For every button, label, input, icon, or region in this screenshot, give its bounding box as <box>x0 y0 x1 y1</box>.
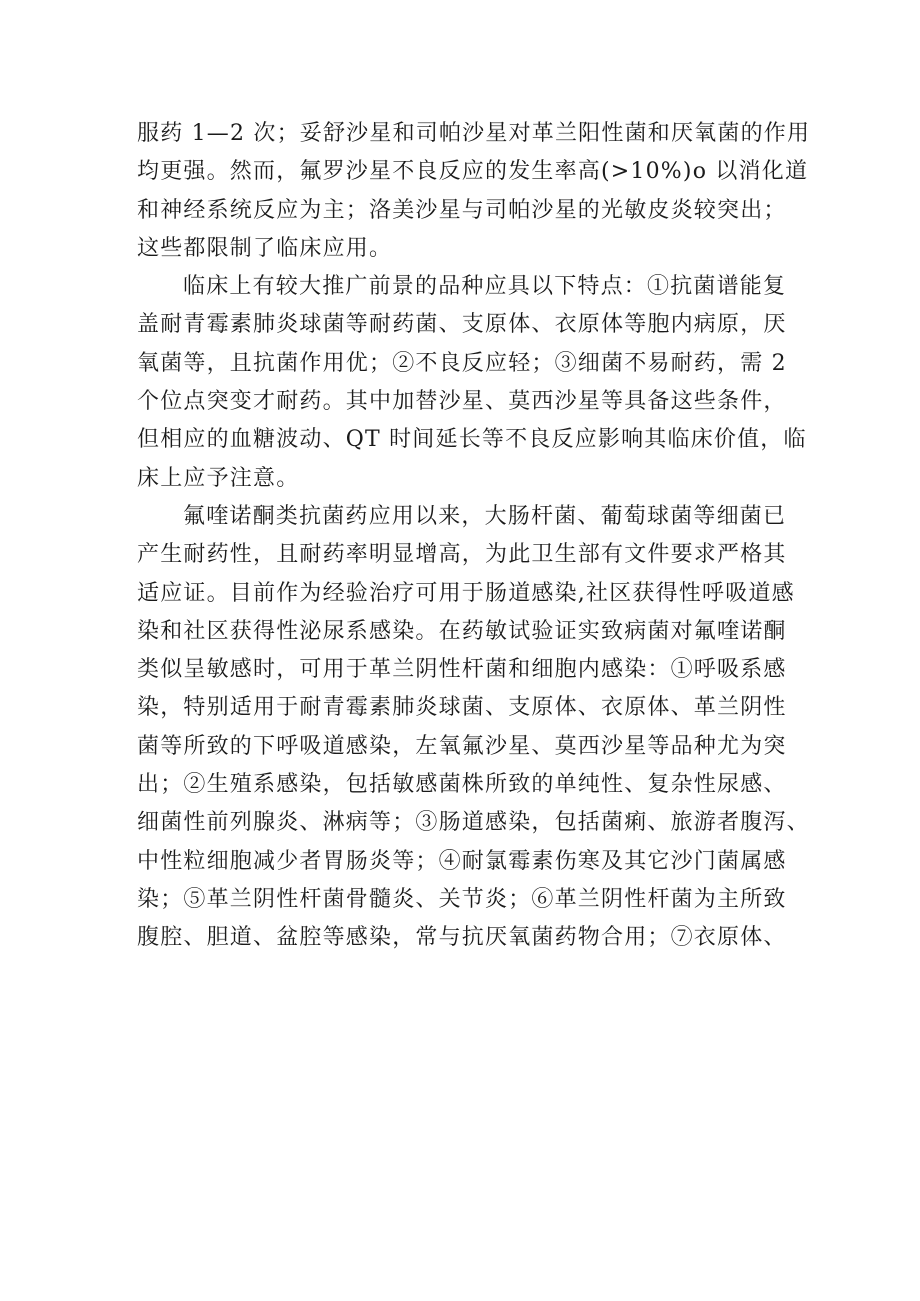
text-line: 腹腔、胆道、盆腔等感染，常与抗厌氧菌药物合用；⑦衣原体、 <box>137 925 787 951</box>
text-line: 中性粒细胞减少者胃肠炎等；④耐氯霉素伤寒及其它沙门菌属感 <box>137 848 787 874</box>
paragraph <box>137 498 810 958</box>
text-line: 但相应的血糖波动、QT 时间延长等不良反应影响其临床价值，临 <box>137 427 807 453</box>
text-line: 出；②生殖系感染，包括敏感菌株所致的单纯性、复杂性尿感、 <box>137 772 787 798</box>
body-text <box>137 115 811 958</box>
text-line: 产生耐药性，且耐药率明显增高，为此卫生部有文件要求严格其 <box>137 542 787 568</box>
paragraph <box>137 115 811 268</box>
text-line: 染，特别适用于耐青霉素肺炎球菌、支原体、衣原体、革兰阴性 <box>137 695 787 721</box>
text-line: 和神经系统反应为主；洛美沙星与司帕沙星的光敏皮炎较突出； <box>137 197 787 223</box>
text-line: 适应证。目前作为经验治疗可用于肠道感染,社区获得性呼吸道感 <box>137 580 795 606</box>
text-line: 菌等所致的下呼吸道感染，左氧氟沙星、莫西沙星等品种尤为突 <box>137 733 787 759</box>
text-line: 氟喹诺酮类抗菌药应用以来，大肠杆菌、葡萄球菌等细菌已 <box>183 503 787 529</box>
text-line: 这些都限制了临床应用。 <box>137 235 393 261</box>
text-line: 个位点突变才耐药。其中加替沙星、莫西沙星等具备这些条件， <box>137 389 787 415</box>
text-line: 染；⑤革兰阴性杆菌骨髓炎、关节炎；⑥革兰阴性杆菌为主所致 <box>137 886 787 912</box>
text-line: 类似呈敏感时，可用于革兰阴性杆菌和细胞内感染：①呼吸系感 <box>137 657 787 683</box>
text-line: 床上应予注意。 <box>137 465 300 491</box>
text-line: 均更强。然而，氟罗沙星不良反应的发生率高(>10%)o 以消化道 <box>137 159 809 185</box>
text-line: 临床上有较大推广前景的品种应具以下特点：①抗菌谱能复 <box>183 274 787 300</box>
text-line: 服药 1—2 次；妥舒沙星和司帕沙星对革兰阳性菌和厌氧菌的作用 <box>137 121 811 146</box>
paragraph <box>137 268 807 498</box>
text-line: 盖耐青霉素肺炎球菌等耐药菌、支原体、衣原体等胞内病原，厌 <box>137 312 787 338</box>
text-line: 细菌性前列腺炎、淋病等；③肠道感染，包括菌痢、旅游者腹泻、 <box>137 810 810 836</box>
text-line: 氧菌等，且抗菌作用优；②不良反应轻；③细菌不易耐药，需 2 <box>137 350 787 376</box>
text-line: 染和社区获得性泌尿系感染。在药敏试验证实致病菌对氟喹诺酮 <box>137 618 787 644</box>
